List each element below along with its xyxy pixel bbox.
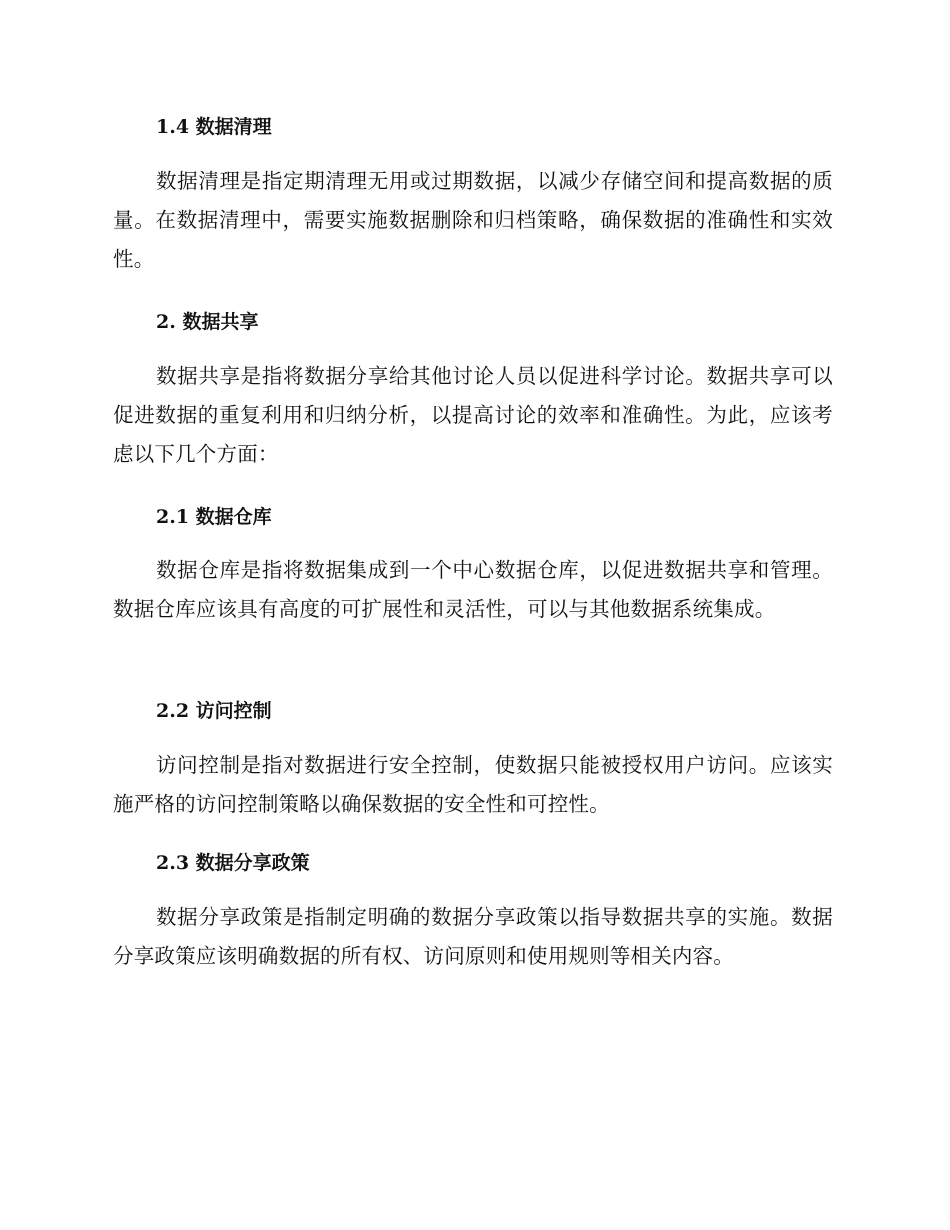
section-heading-2-2: 2.2 访问控制 [156, 700, 272, 722]
section-heading-2-3: 2.3 数据分享政策 [156, 852, 310, 874]
section-heading-2-1: 2.1 数据仓库 [156, 506, 272, 528]
section-paragraph-2: 数据共享是指将数据分享给其他讨论人员以促进科学讨论。数据共享可以促进数据的重复利用和归纳分析，以提高讨论的效率和准确性。为此，应该考虑以下几个方面： [113, 364, 833, 466]
section-paragraph-2-2: 访问控制是指对数据进行安全控制，使数据只能被授权用户访问。应该实施严格的访问控制策略以确保数据的安全性和可控性。 [113, 753, 833, 816]
section-paragraph-2-1: 数据仓库是指将数据集成到一个中心数据仓库，以促进数据共享和管理。数据仓库应该具有高度的可扩展性和灵活性，可以与其他数据系统集成。 [113, 558, 833, 621]
section-paragraph-1-4: 数据清理是指定期清理无用或过期数据，以减少存储空间和提高数据的质量。在数据清理中，需要实施数据删除和归档策略，确保数据的准确性和实效性。 [113, 169, 833, 271]
section-heading-1-4: 1.4 数据清理 [156, 116, 272, 138]
section-heading-2: 2. 数据共享 [156, 311, 259, 333]
section-paragraph-2-3: 数据分享政策是指制定明确的数据分享政策以指导数据共享的实施。数据分享政策应该明确数据的所有权、访问原则和使用规则等相关内容。 [113, 905, 833, 968]
